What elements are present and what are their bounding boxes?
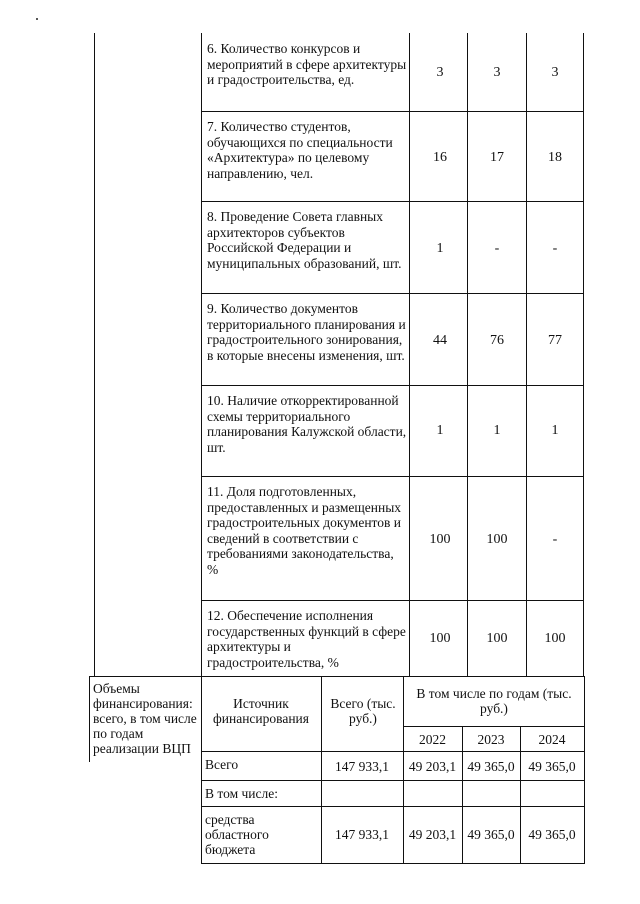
year-2023: 2023 [477,732,505,747]
value-2024: 49 365,0 [528,759,576,774]
value-2022: 1 [436,241,444,256]
value-2024: 1 [551,423,559,438]
table-border-right [584,676,585,864]
funding-label: Объемы финансирования: всего, в том числе по годам реализации ВЦП [93,681,197,756]
value-2023: 17 [490,150,504,165]
value-2022: 3 [436,65,444,80]
table-row [201,293,584,385]
value-2024: 100 [544,631,566,646]
value-2023: 76 [490,333,504,348]
table-row [201,600,584,676]
source-subheading: В том числе: [205,786,278,801]
row-divider [403,726,585,727]
value-2022: 49 203,1 [408,759,457,774]
value-2024: 18 [548,150,562,165]
table-row [201,476,584,600]
year-2024: 2024 [538,732,566,747]
total-value: 147 933,1 [335,759,389,774]
table-border-left [89,676,90,762]
indicators-table [94,33,584,676]
value-2022: 100 [429,532,451,547]
indicator-text: 8. Проведение Совета главных архитекторов субъектов Российской Федерации и муниципальных образований, шт. [207,209,402,271]
column-divider [201,676,202,864]
table-border-top [89,676,585,677]
value-2022: 16 [433,150,447,165]
value-2023: 49 365,0 [467,759,515,774]
row-divider [201,806,585,807]
indicator-text: 6. Количество конкурсов и мероприятий в сфере архитектуры и градостроительства, ед. [207,41,407,87]
value-2024: - [552,532,558,547]
value-2022: 49 203,1 [408,827,457,842]
indicator-text: 10. Наличие откорректированной схемы территориального планирования Калужской области, шт. [207,393,407,455]
table-row [201,201,584,293]
table-border-left [94,33,95,676]
indicator-text: 12. Обеспечение исполнения государственных функций в сфере архитектуры и градостроительства, % [207,608,406,670]
header-years: В том числе по годам (тыс. руб.) [416,686,572,716]
value-2023: 100 [486,532,508,547]
header-source: Источник финансирования [213,696,309,726]
value-2023: 3 [493,65,501,80]
table-row [201,33,584,111]
value-2024: 49 365,0 [528,827,576,842]
indicator-text: 7. Количество студентов, обучающихся по специальности «Архитектура» по целевому направлению, чел. [207,119,393,181]
source-regional-budget: средства областного бюджета [205,812,269,857]
value-2024: - [552,241,558,256]
value-2022: 44 [433,333,447,348]
table-row [201,385,584,476]
value-2023: 100 [486,631,508,646]
value-2024: 77 [548,333,562,348]
table-border-bottom [201,863,585,864]
value-2023: - [494,241,500,256]
indicator-text: 9. Количество документов территориального планирования и градостроительного зонирования, в которые внесены изменения, шт. [207,301,406,363]
value-2022: 1 [436,423,444,438]
total-value: 147 933,1 [335,827,389,842]
scan-speck [36,18,38,20]
header-total: Всего (тыс. руб.) [330,696,396,726]
row-divider [201,751,585,752]
year-2022: 2022 [419,732,446,747]
indicator-text: 11. Доля подготовленных, предоставленных и размещенных градостроительных документов и сведений в соответствии с требованиями законодательства, % [207,484,402,577]
value-2023: 49 365,0 [467,827,515,842]
value-2024: 3 [551,65,559,80]
source-total-row: Всего [205,757,239,772]
funding-table [89,676,585,864]
table-row [201,111,584,201]
value-2023: 1 [493,423,501,438]
value-2022: 100 [429,631,451,646]
row-divider [201,780,585,781]
